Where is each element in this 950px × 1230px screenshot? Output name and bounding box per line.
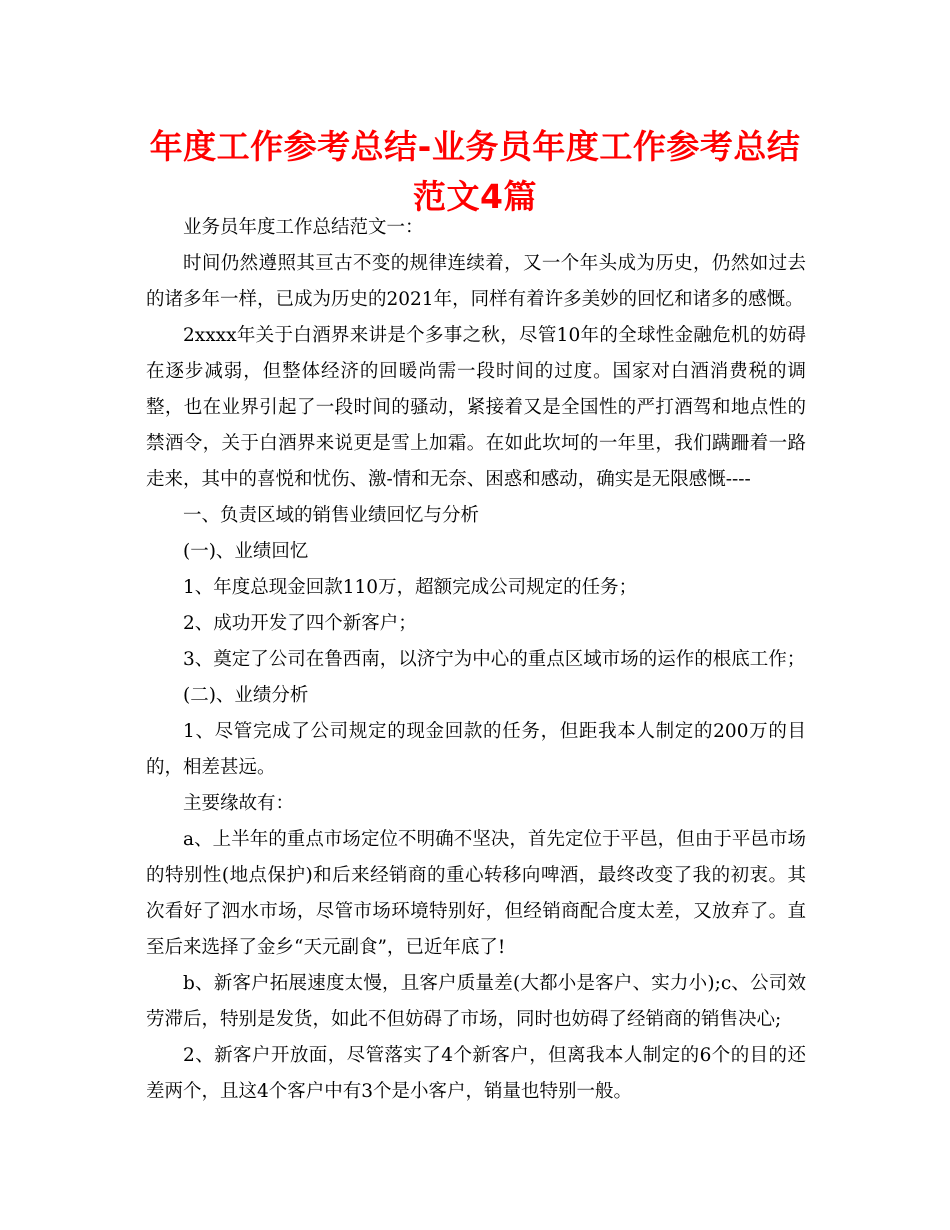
paragraph-section-heading: 业务员年度工作总结范文一： (183, 217, 424, 238)
document-body (146, 210, 806, 1110)
paragraph-heading: 一、负责区域的销售业绩回忆与分析 (183, 505, 480, 526)
paragraph: 2、成功开发了四个新客户； (183, 613, 417, 634)
paragraph: 2xxxx年关于白酒界来讲是个多事之秋，尽管10年的全球性金融危机的妨碍在逐步减弱，但整体经济的回暖尚需一段时间的过度。国家对白酒消费税的调整，也在业界引起了一段时间的骚动，紧接着又是全国性的严打酒驾和地点性的禁酒令，关于白酒界来说更是雪上加霜。在如此坎坷的一年里，我们蹒跚着一路走来，其中的喜悦和忧伤、激-情和无奈、困惑和感动，确实是无限感慨---- (146, 325, 806, 490)
paragraph-subheading: (二)、业绩分析 (183, 685, 309, 706)
paragraph: a、上半年的重点市场定位不明确不坚决，首先定位于平邑，但由于平邑市场的特别性(地点保护)和后来经销商的重心转移向啤酒，最终改变了我的初衷。其次看好了泗水市场，尽管市场环境特别好，但经销商配合度太差，又放弃了。直至后来选择了金乡“天元副食”，已近年底了! (146, 829, 806, 958)
document-title: 年度工作参考总结-业务员年度工作参考总结范文4篇 (149, 127, 801, 216)
paragraph: 时间仍然遵照其亘古不变的规律连续着，又一个年头成为历史，仍然如过去的诸多年一样，已成为历史的2021年，同样有着许多美妙的回忆和诸多的感慨。 (146, 253, 806, 310)
paragraph: 1、尽管完成了公司规定的现金回款的任务，但距我本人制定的200万的目的，相差甚远。 (146, 721, 806, 778)
paragraph-subheading: (一)、业绩回忆 (183, 541, 309, 562)
paragraph: b、新客户拓展速度太慢，且客户质量差(大都小是客户、实力小);c、公司效劳滞后，特别是发货，如此不但妨碍了市场，同时也妨碍了经销商的销售决心; (146, 973, 806, 1030)
paragraph: 1、年度总现金回款110万，超额完成公司规定的任务； (183, 577, 638, 598)
paragraph: 2、新客户开放面，尽管落实了4个新客户，但离我本人制定的6个的目的还差两个，且这4个客户中有3个是小客户，销量也特别一般。 (146, 1045, 806, 1102)
paragraph: 主要缘故有： (183, 793, 295, 814)
paragraph: 3、奠定了公司在鲁西南，以济宁为中心的重点区域市场的运作的根底工作； (183, 649, 806, 670)
